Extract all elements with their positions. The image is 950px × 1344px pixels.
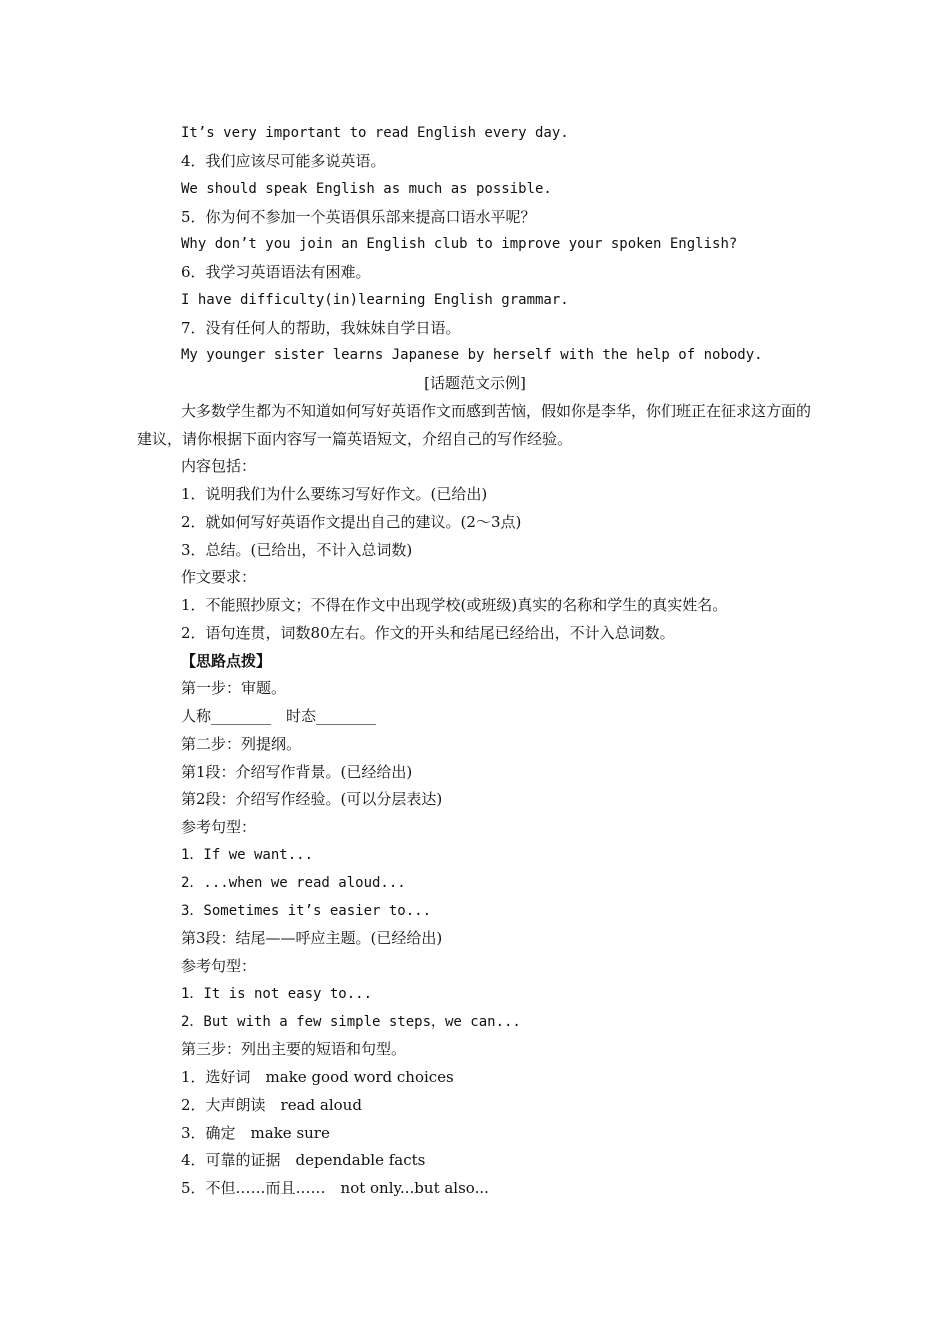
text-line: 1．选好词 make good word choices [181,1068,454,1086]
text-line: 5．你为何不参加一个英语俱乐部来提高口语水平呢？ [181,208,536,226]
text-line: 7．没有任何人的帮助，我妹妹自学日语。 [181,319,461,337]
text-line: 5．不但……而且…… not only...but also... [181,1179,489,1197]
text-line: 第2段：介绍写作经验。(可以分层表达) [181,790,443,808]
text-line: 2．But with a few simple steps，we can... [181,1014,521,1030]
text-line: 6．我学习英语语法有困难。 [181,263,371,281]
text-line: 第1段：介绍写作背景。(已经给出) [181,763,413,781]
section-label: 【思路点拨】 [181,652,272,670]
section-heading: [话题范文示例] [424,374,526,392]
text-line: It’s very important to read English every day. [181,125,569,141]
text-line: 参考句型： [181,818,257,836]
fill-in-line: 人称________ 时态________ [181,707,377,725]
text-line: 第三步：列出主要的短语和句型。 [181,1040,407,1058]
text-line: 3．总结。(已给出，不计入总词数) [181,541,413,559]
text-line: We should speak English as much as possible. [181,181,552,197]
text-line: 内容包括： [181,457,257,475]
text-line: 2．就如何写好英语作文提出自己的建议。(2～3点) [181,513,522,531]
text-line: 第二步：列提纲。 [181,735,302,753]
intro-paragraph: 大多数学生都为不知道如何写好英语作文而感到苦恼，假如你是李华，你们班正在征求这方面的建议，请你根据下面内容写一篇英语短文，介绍自己的写作经验。 [137,402,812,448]
text-line: 1．If we want... [181,847,314,863]
text-line: 3．确定 make sure [181,1124,330,1142]
text-line: 作文要求： [181,568,257,586]
text-line: 4．可靠的证据 dependable facts [181,1151,426,1169]
text-line: Why don’t you join an English club to improve your spoken English? [181,236,738,252]
text-line: 2．语句连贯，词数80左右。作文的开头和结尾已经给出，不计入总词数。 [181,624,675,642]
text-line: 参考句型： [181,957,257,975]
text-line: 1．It is not easy to... [181,986,373,1002]
text-line: 4．我们应该尽可能多说英语。 [181,152,386,170]
text-line: 1．不能照抄原文；不得在作文中出现学校(或班级)真实的名称和学生的真实姓名。 [181,596,728,614]
text-line: 2．...when we read aloud... [181,875,406,891]
text-line: 2．大声朗读 read aloud [181,1096,362,1114]
text-line: 3．Sometimes it’s easier to... [181,903,432,919]
text-line: 1．说明我们为什么要练习写好作文。(已给出) [181,485,488,503]
text-line: I have difficulty(in)learning English grammar. [181,292,569,308]
text-line: 第一步：审题。 [181,679,287,697]
text-line: 第3段：结尾——呼应主题。(已经给出) [181,929,443,947]
text-line: My younger sister learns Japanese by herself with the help of nobody. [181,347,763,363]
